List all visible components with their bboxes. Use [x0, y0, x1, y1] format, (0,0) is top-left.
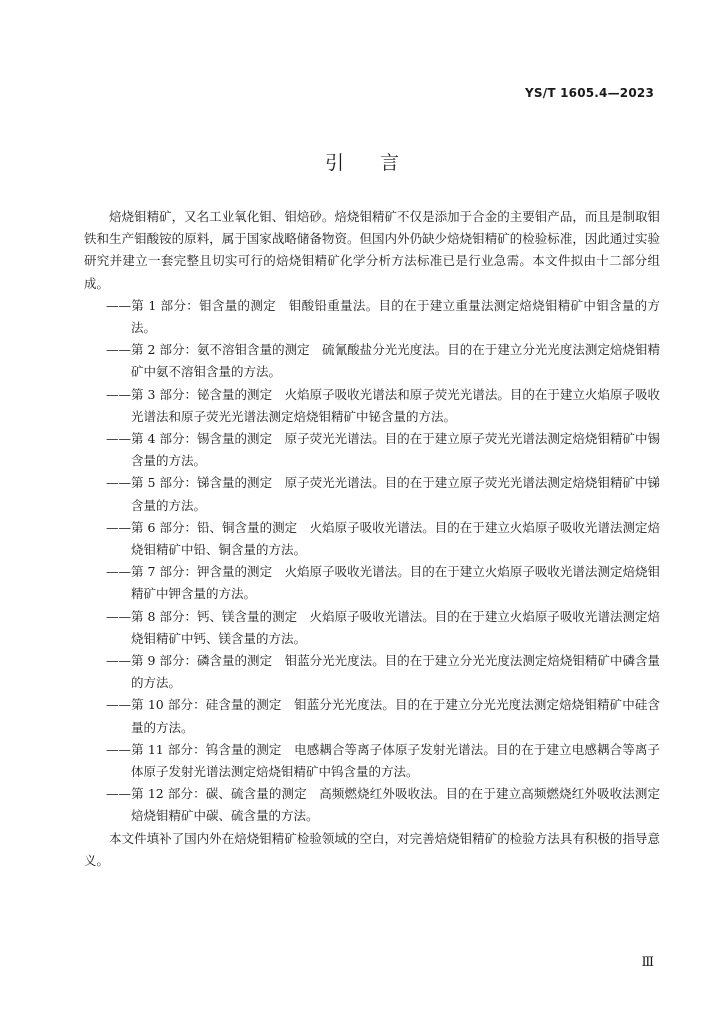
page-title: 引言	[324, 152, 435, 174]
part-item-1: ——第 1 部分：钼含量的测定 钼酸铅重量法。目的在于建立重量法测定焙烧钼精矿中钼含量的方法。	[106, 297, 660, 336]
part-item-2: ——第 2 部分：氨不溶钼含量的测定 硫氰酸盐分光光度法。目的在于建立分光光度法测定焙烧钼精矿中氨不溶钼含量的方法。	[106, 342, 660, 380]
document-body	[84, 206, 660, 872]
part-item-11: ——第 11 部分：钨含量的测定 电感耦合等离子体原子发射光谱法。目的在于建立电感耦合等离子体原子发射光谱法测定焙烧钼精矿中钨含量的方法。	[106, 741, 660, 780]
page-number: Ⅲ	[641, 955, 654, 970]
part-item-10: ——第 10 部分：硅含量的测定 钼蓝分光光度法。目的在于建立分光光度法测定焙烧钼精矿中硅含量的方法。	[106, 697, 660, 735]
closing-paragraph: 本文件填补了国内外在焙烧钼精矿检验领域的空白，对完善焙烧钼精矿的检验方法具有积极的指导意义。	[84, 830, 660, 868]
part-item-9: ——第 9 部分：磷含量的测定 钼蓝分光光度法。目的在于建立分光光度法测定焙烧钼精矿中磷含量的方法。	[106, 653, 660, 691]
part-item-3: ——第 3 部分：铋含量的测定 火焰原子吸收光谱法和原子荧光光谱法。目的在于建立火焰原子吸收光谱法和原子荧光光谱法测定焙烧钼精矿中铋含量的方法。	[106, 386, 660, 424]
part-item-7: ——第 7 部分：钾含量的测定 火焰原子吸收光谱法。目的在于建立火焰原子吸收光谱法测定焙烧钼精矿中钾含量的方法。	[106, 564, 660, 602]
part-item-6: ——第 6 部分：铅、铜含量的测定 火焰原子吸收光谱法。目的在于建立火焰原子吸收光谱法测定焙烧钼精矿中铅、铜含量的方法。	[106, 519, 660, 558]
intro-paragraph: 焙烧钼精矿，又名工业氧化钼、钼焙砂。焙烧钼精矿不仅是添加于合金的主要钼产品，而且是制取钼铁和生产钼酸铵的原料，属于国家战略储备物资。但国内外仍缺少焙烧钼精矿的检验标准，因此通过实验研究并建立一套完整且切实可行的焙烧钼精矿化学分析方法标准已是行业急需。本文件拟由十二部分组成。	[84, 209, 660, 291]
standard-code: YS/T 1605.4—2023	[525, 86, 654, 100]
part-item-12: ——第 12 部分：碳、硫含量的测定 高频燃烧红外吸收法。目的在于建立高频燃烧红外吸收法测定焙烧钼精矿中碳、硫含量的方法。	[106, 786, 660, 824]
part-item-4: ——第 4 部分：锡含量的测定 原子荧光光谱法。目的在于建立原子荧光光谱法测定焙烧钼精矿中锡含量的方法。	[106, 431, 660, 469]
part-item-8: ——第 8 部分：钙、镁含量的测定 火焰原子吸收光谱法。目的在于建立火焰原子吸收光谱法测定焙烧钼精矿中钙、镁含量的方法。	[106, 608, 660, 646]
part-item-5: ——第 5 部分：锑含量的测定 原子荧光光谱法。目的在于建立原子荧光光谱法测定焙烧钼精矿中锑含量的方法。	[106, 475, 660, 513]
